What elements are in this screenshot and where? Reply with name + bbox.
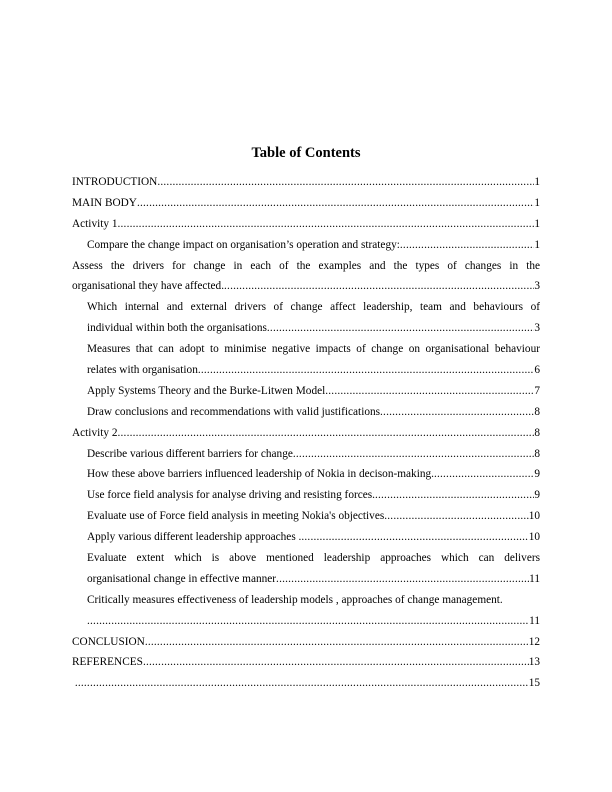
toc-entry-label: REFERENCES [72,656,143,669]
toc-entry-force-field[interactable] [72,485,540,506]
table-of-contents [72,172,540,694]
toc-page-number: 1 [534,217,540,230]
leader-dots [145,632,529,653]
toc-page-number: 10 [528,531,540,544]
toc-page-number: 11 [529,572,540,585]
leader-dots [198,360,534,381]
leader-dots [137,193,534,214]
toc-page-number: 1 [534,238,540,251]
toc-entry-label-line1: Critically measures effectiveness of leadership models , approaches of change management. [87,593,503,606]
leader-dots [293,444,534,465]
toc-entry-label: Draw conclusions and recommendations with valid justifications [87,405,381,418]
toc-entry-label: Describe various different barriers for change [87,447,293,460]
leader-dots [224,276,534,297]
toc-page-number: 3 [534,280,540,293]
leader-dots [384,506,528,527]
toc-entry-introduction[interactable] [72,172,540,193]
toc-entry-label-line1: Assess the drivers for change in each of the examples and the types of changes in the [72,259,540,272]
toc-page-number: 8 [534,447,540,460]
toc-page-number: 8 [534,405,540,418]
toc-entry-evaluate-extent[interactable] [72,548,540,590]
leader-dots [375,485,534,506]
toc-entry-label: Apply various different leadership approaches . [87,531,302,544]
toc-entry-label: relates with organisation [87,364,198,377]
toc-entry-label: CONCLUSION [72,635,145,648]
leader-dots [157,172,534,193]
toc-entry-evaluate-force-field[interactable] [72,506,540,527]
toc-page-number: 9 [534,468,540,481]
toc-entry-label-line1: Which internal and external drivers of change affect leadership, team and behaviours of [87,301,540,314]
toc-entry-label: Use force field analysis for analyse driving and resisting forces. [87,489,375,502]
toc-page-number: 13 [528,656,540,669]
toc-page-number: 10 [528,510,540,523]
toc-entry-draw-conclusions[interactable] [72,402,540,423]
toc-entry-main-body[interactable] [72,193,540,214]
toc-entry-label: individual within both the organisations [87,322,267,335]
toc-page-number: 3 [534,322,540,335]
toc-entry-activity-2[interactable] [72,423,540,444]
toc-page-number: 6 [534,364,540,377]
toc-entry-label: organisational they have affected. [72,280,225,293]
toc-page-number: 15 [528,677,540,690]
toc-page-number: 8 [534,426,540,439]
toc-entry-label-line1: Evaluate extent which is above mentioned leadership approaches which can delivers [87,552,540,565]
toc-entry-label: INTRODUCTION [72,176,158,188]
toc-entry-label: Activity 1 [72,217,118,230]
leader-dots [118,214,535,235]
toc-entry-label: How these above barriers influenced leadership of Nokia in decison-making. [87,468,434,481]
toc-entry-references[interactable] [72,652,540,673]
leader-dots [267,318,534,339]
toc-page-number: 1 [534,196,540,209]
toc-page-number: 7 [534,384,540,397]
toc-entry-leadership-approaches[interactable] [72,527,540,548]
leader-dots [400,235,534,256]
leader-dots [87,611,529,632]
toc-entry-label: Evaluate use of Force field analysis in meeting Nokia's objectives [87,510,385,523]
toc-entry-untitled[interactable] [72,673,540,694]
toc-entry-barriers[interactable] [72,444,540,465]
toc-entry-label: MAIN BODY [72,196,137,209]
leader-dots [75,673,529,694]
toc-entry-compare-change-impact[interactable] [72,235,540,256]
toc-entry-label-line1: Measures that can adopt to minimise negative impacts of change on organisational behaviour [87,343,540,356]
toc-entry-measures-minimise[interactable] [72,339,540,381]
toc-entry-conclusion[interactable] [72,632,540,653]
leader-dots [301,527,528,548]
leader-dots [143,652,529,673]
leader-dots [434,464,534,485]
toc-entry-label: Activity 2 [72,426,118,439]
toc-entry-label: organisational change in effective manner [87,572,277,585]
toc-page-number: 1 [534,176,540,188]
leader-dots [325,381,534,402]
leader-dots [118,423,535,444]
toc-page-number: 12 [528,635,540,648]
toc-page-number: 11 [529,614,540,627]
toc-entry-systems-theory[interactable] [72,381,540,402]
leader-dots [380,402,534,423]
toc-entry-activity-1[interactable] [72,214,540,235]
toc-entry-label: Compare the change impact on organisation’s operation and strategy: [87,238,400,251]
leader-dots [276,569,529,590]
toc-entry-label: Apply Systems Theory and the Burke-Litwen Model [87,384,326,397]
toc-title: Table of Contents [251,145,361,161]
toc-entry-assess-drivers[interactable] [72,256,540,298]
toc-page-number: 9 [534,489,540,502]
toc-entry-critically-measures[interactable] [72,590,540,632]
toc-entry-barriers-influence[interactable] [72,464,540,485]
toc-entry-internal-external-drivers[interactable] [72,297,540,339]
